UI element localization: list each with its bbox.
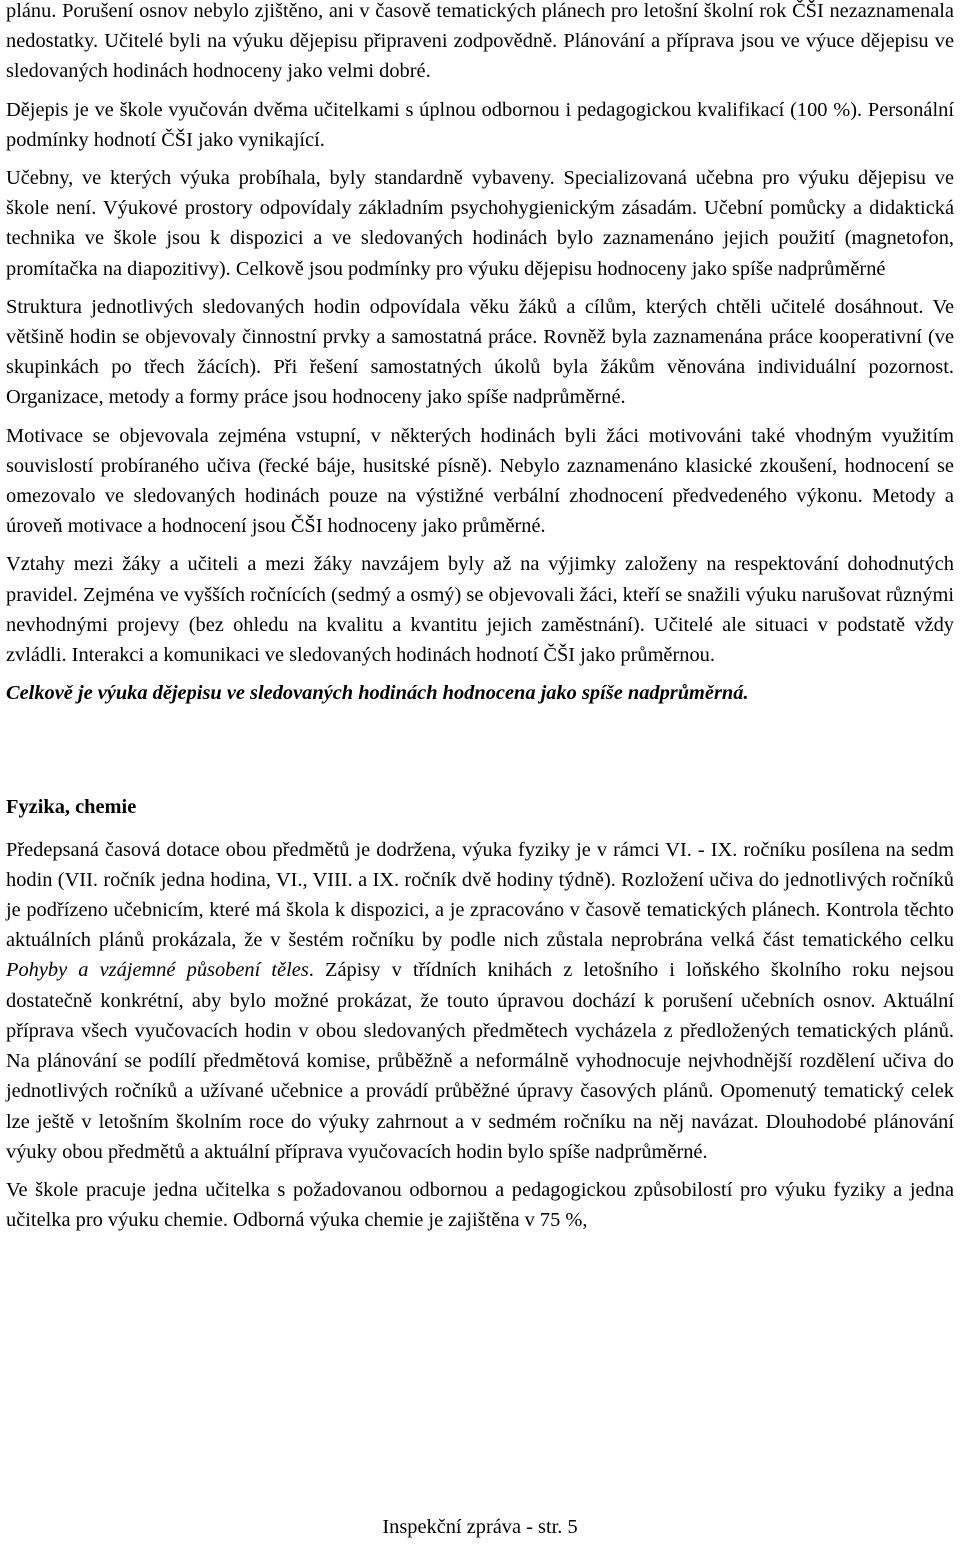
paragraph-classrooms: Učebny, ve kterých výuka probíhala, byly standardně vybaveny. Specializovaná učebna pro výuku dějepisu ve škole není. Výukové prostory odpovídaly základním psychohygienickým zásadám. Učební pomůcky a didaktická technika ve škole jsou k dispozici a ve sledovaných hodinách bylo zaznamenáno jejich použití (magnetofon, promítačka na diapozitivy). Celkově jsou podmínky pro výuku dějepisu hodnoceny jako spíše nadprůměrné	[6, 167, 954, 280]
page-footer: Inspekční zpráva - str. 5	[382, 1516, 578, 1538]
document-body	[6, 0, 954, 1243]
paragraph-lesson-structure: Struktura jednotlivých sledovaných hodin odpovídala věku žáků a cílům, kterých chtěli učitelé dosáhnout. Ve většině hodin se objevovaly činnostní prvky a samostatná práce. Rovněž byla zaznamenána práce kooperativní (ve skupinkách po třech žácích). Při řešení samostatných úkolů byla žákům věnována individuální pozornost. Organizace, metody a formy práce jsou hodnoceny jako spíše nadprůměrné.	[6, 295, 954, 409]
paragraph-physics-teachers: Ve škole pracuje jedna učitelka s požadovanou odbornou a pedagogickou způsobilostí pro výuku fyziky a jedna učitelka pro výuku chemie. Odborná výuka chemie je zajištěna v 75 %,	[6, 1178, 954, 1232]
history-conclusion: Celkově je výuka dějepisu ve sledovaných hodinách hodnocena jako spíše nadprůměrná.	[6, 682, 749, 705]
paragraph-motivation: Motivace se objevovala zejména vstupní, v některých hodinách byli žáci motivováni také vhodným využitím souvislostí probíraného učiva (řecké báje, husitské písně). Nebylo zaznamenáno klasické zkoušení, hodnocení se omezovalo ve sledovaných hodinách pouze na výstižné verbální zhodnocení předvedeného výkonu. Metody a úroveň motivace a hodnocení jsou ČŠI hodnoceny jako průměrné.	[6, 424, 954, 538]
paragraph-staffing: Dějepis je ve škole vyučován dvěma učitelkami s úplnou odbornou i pedagogickou kvalifikací (100 %). Personální podmínky hodnotí ČŠI jako vynikající.	[6, 98, 954, 151]
paragraph-physics-time-allocation	[6, 835, 954, 1167]
text-segment: Předepsaná časová dotace obou předmětů je dodržena, výuka fyziky je v rámci VI. - IX. ročníku posílena na sedm hodin (VII. ročník jedna hodina, VI., VIII. a IX. ročník dvě hodiny týdně). Rozložení učiva do jednotlivých ročníků je podřízeno učebnicím, které má škola k dispozici, a je zpracováno v časově tematických plánech. Kontrola těchto aktuálních plánů prokázala, že v šestém ročníku by podle nich zůstala neprobrána velká část tematického celku	[6, 838, 954, 952]
paragraph-planning: plánu. Porušení osnov nebylo zjištěno, ani v časově tematických plánech pro letošní školní rok ČŠI nezaznamenala nedostatky. Učitelé byli na výuku dějepisu připraveni zodpovědně. Plánování a příprava jsou ve výuce dějepisu ve sledovaných hodinách hodnoceny jako velmi dobré.	[6, 0, 954, 83]
text-segment: . Zápisy v třídních knihách z letošního i loňského školního roku nejsou dostatečně konkrétní, aby bylo možné prokázat, že touto úpravou dochází k porušení učebních osnov. Aktuální příprava všech vyučovacích hodin v obou sledovaných předmětech vycházela z předložených tematických plánů. Na plánování se podílí předmětová komise, průběžně a neformálně vyhodnocuje nejvhodnější rozdělení učiva do jednotlivých ročníků a užívané učebnice a provádí průběžné úpravy časových plánů. Opomenutý tematický celek lze ještě v letošním školním roce do výuky zahrnout a v sedmém ročníku na něj navázat. Dlouhodobé plánování výuky obou předmětů a aktuální příprava vyučovacích hodin bylo spíše nadprůměrné.	[6, 959, 955, 1163]
paragraph-relationships: Vztahy mezi žáky a učiteli a mezi žáky navzájem byly až na výjimky založeny na respektování dohodnutých pravidel. Zejména ve vyšších ročnících (sedmý a osmý) se objevovali žáci, kteří se snažili výuku narušovat různými nevhodnými projevy (bez ohledu na kvalitu a kvantitu jejich zaměstnání). Učitelé ale situaci v podstatě vždy zvládli. Interakci a komunikaci ve sledovaných hodinách hodnotí ČŠI jako průměrnou.	[6, 553, 954, 667]
section-heading-physics-chemistry: Fyzika, chemie	[6, 796, 137, 819]
italic-topic-title: Pohyby a vzájemné působení těles	[6, 959, 309, 982]
